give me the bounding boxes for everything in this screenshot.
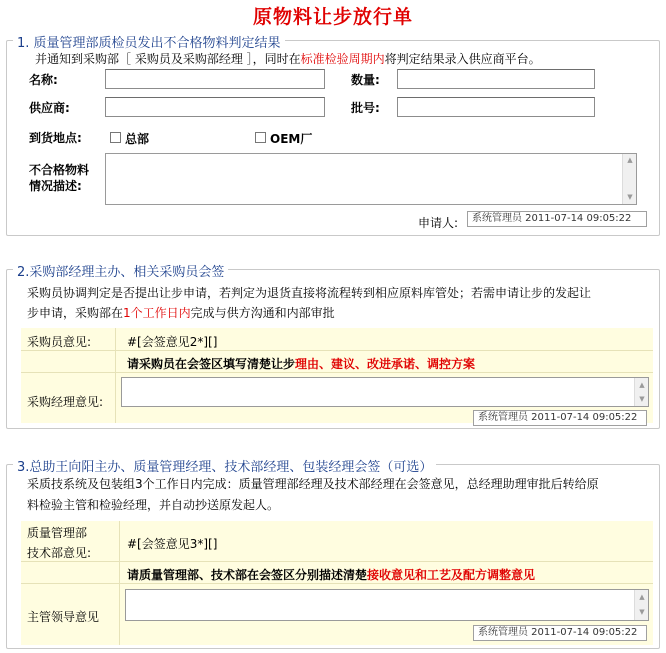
section2-legend: 2.采购部经理主办、相关采购员会签 [13, 261, 228, 280]
section-purchasing [6, 265, 660, 429]
scroll-down-icon[interactable]: ▼ [627, 193, 633, 201]
quality-instruction: 请质量管理部、技术部在会签区分别描述清楚接收意见和工艺及配方调整意见 [127, 568, 536, 582]
notice-highlight: 标准检验周期内 [300, 52, 385, 66]
quality-opinion-value: #[会签意见3*][] [127, 537, 218, 551]
manager-opinion-textarea[interactable] [121, 377, 649, 407]
quantity-input[interactable] [397, 69, 595, 89]
supplier-input[interactable] [105, 97, 325, 117]
quantity-label: 数量: [351, 73, 380, 87]
section2-description-line2: 步申请，采购部在1个工作日内完成与供方沟通和内部审批 [27, 306, 335, 320]
section1-notice [35, 50, 541, 67]
notice-text: 并通知到采购部［ 采购员及采购部经理 ］，同时在 [35, 52, 301, 66]
scroll-down-icon[interactable]: ▼ [639, 395, 645, 403]
description-label-line2: 情况描述: [29, 179, 82, 193]
section-quality-judgement [6, 36, 660, 236]
arrival-location-label: 到货地点: [29, 131, 82, 145]
column-divider [119, 521, 120, 645]
supplier-label: 供应商: [29, 101, 70, 115]
manager-opinion-label: 采购经理意见: [27, 395, 104, 409]
name-input[interactable] [105, 69, 325, 89]
batch-label: 批号: [351, 101, 380, 115]
description-scrollbar[interactable] [622, 154, 636, 204]
section1-legend: 1. 质量管理部质检员发出不合格物料判定结果 [13, 32, 285, 51]
buyer-instruction: 请采购员在会签区填写清楚让步理由、建议、改进承诺、调控方案 [127, 357, 476, 371]
applicant-stamp: 系统管理员 2011-07-14 09:05:22 [467, 211, 647, 227]
option-hq-label: 总部 [125, 132, 150, 146]
scroll-up-icon[interactable]: ▲ [639, 381, 645, 389]
section3-description-line2: 料检验主管和检验经理，并自动抄送原发起人。 [27, 498, 280, 512]
page-title: 原物料让步放行单 [252, 6, 413, 28]
manager-opinion-scrollbar[interactable] [634, 378, 648, 406]
quality-opinion-label-line1: 质量管理部 [27, 526, 88, 540]
scroll-up-icon[interactable]: ▲ [627, 156, 633, 164]
leader-opinion-stamp: 系统管理员 2011-07-14 09:05:22 [473, 625, 647, 641]
instruction-highlight: 接收意见和工艺及配方调整意见 [367, 568, 536, 582]
section-quality-tech [6, 460, 660, 649]
checkbox-oem[interactable] [255, 132, 266, 143]
scroll-up-icon[interactable]: ▲ [639, 593, 645, 601]
applicant-label: 申请人: [418, 216, 459, 230]
leader-opinion-label: 主管领导意见 [27, 610, 100, 624]
checkbox-hq[interactable] [110, 132, 121, 143]
column-divider [115, 328, 116, 423]
scroll-down-icon[interactable]: ▼ [639, 608, 645, 616]
section3-legend: 3.总助王向阳主办、质量管理经理、技术部经理、包装经理会签（可选） [13, 456, 436, 475]
quality-opinion-label-line2: 技术部意见: [27, 546, 92, 560]
buyer-opinion-value: #[会签意见2*][] [127, 335, 218, 349]
option-oem-label: OEM厂 [270, 132, 313, 146]
description-label-line1: 不合格物料 [29, 163, 90, 177]
description-textarea[interactable] [105, 153, 637, 205]
buyer-opinion-label: 采购员意见: [27, 335, 92, 349]
section3-description-line1: 采质技系统及包装组3个工作日内完成：质量管理部经理及技术部经理在会签意见，总经理助理审批后转给原 [27, 477, 599, 491]
name-label: 名称: [29, 73, 58, 87]
deadline-highlight: 1个工作日内 [123, 306, 191, 320]
batch-input[interactable] [397, 97, 595, 117]
row-divider [21, 561, 653, 562]
section2-description-line1: 采购员协调判定是否提出让步申请，若判定为退货直接将流程转到相应原料库管处；若需申请让步的发起让 [27, 286, 592, 300]
notice-text-end: 将判定结果录入供应商平台。 [384, 52, 541, 66]
instruction-highlight: 理由、建议、改进承诺、调控方案 [295, 357, 476, 371]
manager-opinion-stamp: 系统管理员 2011-07-14 09:05:22 [473, 410, 647, 426]
row-divider [21, 583, 653, 584]
leader-opinion-textarea[interactable] [125, 589, 649, 621]
leader-opinion-scrollbar[interactable] [634, 590, 648, 620]
